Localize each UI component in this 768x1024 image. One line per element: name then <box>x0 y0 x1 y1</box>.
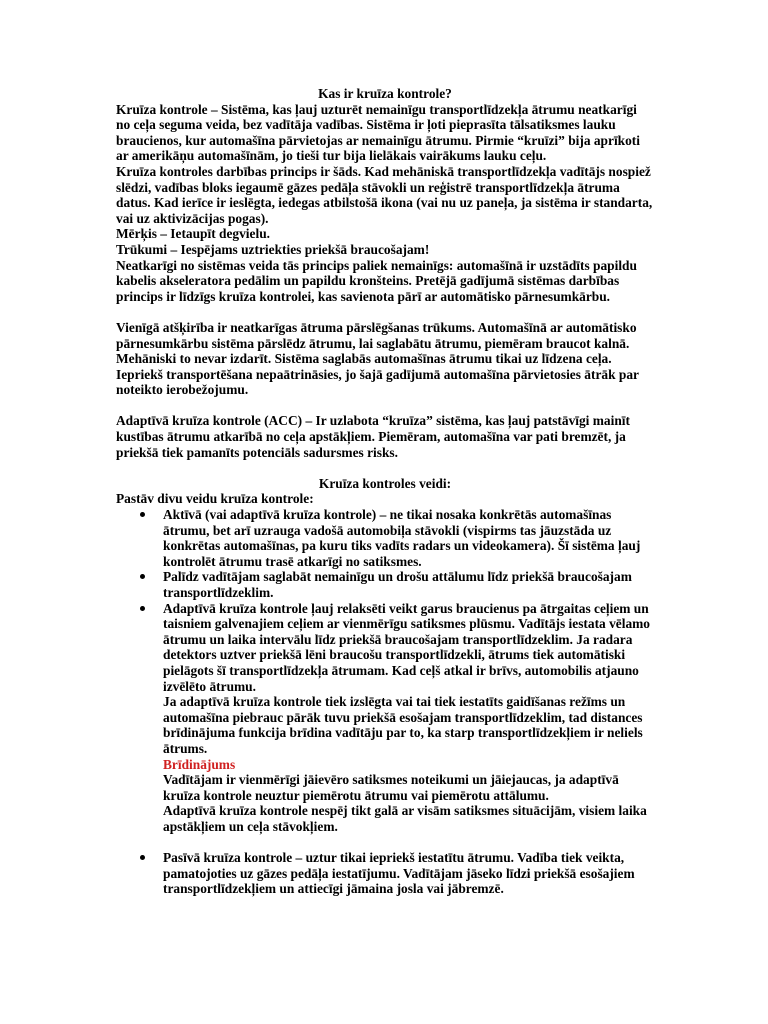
blank-line <box>116 398 654 414</box>
blank-line <box>116 460 654 476</box>
list-item-passive <box>116 850 654 897</box>
paragraph-definition: Kruīza kontrole – Sistēma, kas ļauj uzturēt nemainīgu transportlīdzekļa ātrumu neatkarīgi no ceļa seguma veida, bez vadītāja vadības. Sistēma ir ļoti pieprasīta tālsatiksmes lauku braucienos, kur automašīna pārvietojas ar nemainīgu ātrumu. Pirmie “kruīzi” bija aprīkoti ar amerikāņu automašīnām, jo tieši tur bija lielākais vairākums lauku ceļu. <box>116 101 640 164</box>
list-item-adaptive <box>116 601 654 851</box>
paragraph-acc: Adaptīvā kruīza kontrole (ACC) – Ir uzlabota “kruīza” sistēma, kas ļauj patstāvīgi mainīt kustības ātrumu atkarībā no ceļa apstākļiem. Piemēram, automašīna var pati bremzēt, ja priekšā tiek pamanīts potenciāls sadursmes risks. <box>116 413 630 460</box>
bullet-icon <box>140 512 145 517</box>
warning-text: Adaptīvā kruīza kontrole nespēj tikt galā ar visām satiksmes situācijām, visiem laika apstākļiem un ceļa stāvokļiem. <box>163 803 647 834</box>
list-item-active <box>116 507 654 569</box>
paragraph-difference: Vienīgā atšķirība ir neatkarīgas ātruma pārslēgšanas trūkums. Automašīnā ar automātisko pārnesumkārbu sistēma pārslēdz ātrumu, lai saglabātu ātrumu, piemēram braucot kalnā. Mehāniski to nevar izdarīt. Sistēma saglabās automašīnas ātrumu tikai uz līdzena ceļa. Iepriekš transportēšana nepaātrināsies, jo šajā gadījumā automašīna pārvietosies ātrāk par noteikto ierobežojumu. <box>116 319 639 398</box>
warning-text: Vadītājam ir vienmērīgi jāievēro satiksmes noteikumi un jāiejaucas, ja adaptīvā kruīza kontrole neuztur piemērotu ātrumu vai piemērotu attālumu. <box>163 772 619 803</box>
section-intro: Pastāv divu veidu kruīza kontrole: <box>116 491 314 507</box>
bullet-icon <box>140 606 145 611</box>
blank-line <box>163 835 654 851</box>
list-item-text: Adaptīvā kruīza kontrole ļauj relaksēti veikt garus braucienus pa ātrgaitas ceļiem un taisniem galvenajiem ceļiem ar vienmērīgu satiksmes plūsmu. Vadītājs iestata vēlamo ātrumu un laika intervālu līdz priekšā braucošajam transportlīdzeklim. Ja radara detektors uztver priekšā lēni braucošu transportlīdzekli, ātrums tiek automātiski pielāgots šī transportlīdzekļa ātrumam. Kad ceļš atkal ir brīvs, automobilis atjauno izvēlēto ātrumu. <box>163 600 650 694</box>
warning-label: Brīdinājums <box>163 756 236 772</box>
types-list <box>116 507 654 897</box>
page-title: Kas ir kruīza kontrole? <box>318 86 452 101</box>
paragraph-principle: Kruīza kontroles darbības princips ir šāds. Kad mehāniskā transportlīdzekļa vadītājs nospiež slēdzi, vadības bloks iegaumē gāzes pedāļa stāvokli un reģistrē transportlīdzekļa ātruma datus. Kad ierīce ir ieslēgta, iedegas atbilstošā ikona (vai nu uz paneļa, ja sistēma ir standarta, vai uz aktivizācijas pogas). <box>116 163 653 226</box>
section-title: Kruīza kontroles veidi: <box>318 475 452 491</box>
paragraph-system-type: Neatkarīgi no sistēmas veida tās princips paliek nemainīgs: automašīnā ir uzstādīts papildu kabelis akseleratora pedālim un papildu kronšteins. Pretējā gadījumā sistēmas darbības princips ir līdzīgs kruīza kontrolei, kas savienota pārī ar automātisko pārnesumkārbu. <box>116 257 637 304</box>
list-item-text: Palīdz vadītājam saglabāt nemainīgu un drošu attālumu līdz priekšā braucošajam transportlīdzeklim. <box>163 569 632 600</box>
document-body <box>116 86 654 897</box>
bullet-icon <box>140 574 145 579</box>
list-item-distance <box>116 569 654 600</box>
list-item-text: Aktīvā (vai adaptīvā kruīza kontrole) – ne tikai nosaka konkrētās automašīnas ātrumu, bet arī uzrauga vadošā automobiļa stāvokli (vispirms tas jāuzstāda uz konkrētas automašīnas, pa kuru tiks vadīts radars un videokamera). Šī sistēma ļauj kontrolēt ātrumu trasē atkarīgi no satiksmes. <box>163 507 641 569</box>
blank-line <box>116 304 654 320</box>
bullet-icon <box>140 855 145 860</box>
paragraph-drawbacks: Trūkumi – Iespējams uztriekties priekšā braucošajam! <box>116 241 430 257</box>
list-item-text: Ja adaptīvā kruīza kontrole tiek izslēgta vai tai tiek iestatīts gaidīšanas režīms un automašīna piebrauc pārāk tuvu priekšā esošajam transportlīdzeklim, tad distances brīdinājuma funkcija brīdina vadītāju par to, ka starp transportlīdzekļiem ir neliels ātrums. <box>163 694 643 756</box>
list-item-text: Pasīvā kruīza kontrole – uztur tikai iepriekš iestatītu ātrumu. Vadība tiek veikta, pamatojoties uz gāzes pedāļa iestatījumu. Vadītājam jāseko līdzi priekšā esošajiem transportlīdzekļiem un attiecīgi jāmaina josla vai jābremzē. <box>163 850 635 897</box>
paragraph-goal: Mērķis – Ietaupīt degvielu. <box>116 226 270 242</box>
